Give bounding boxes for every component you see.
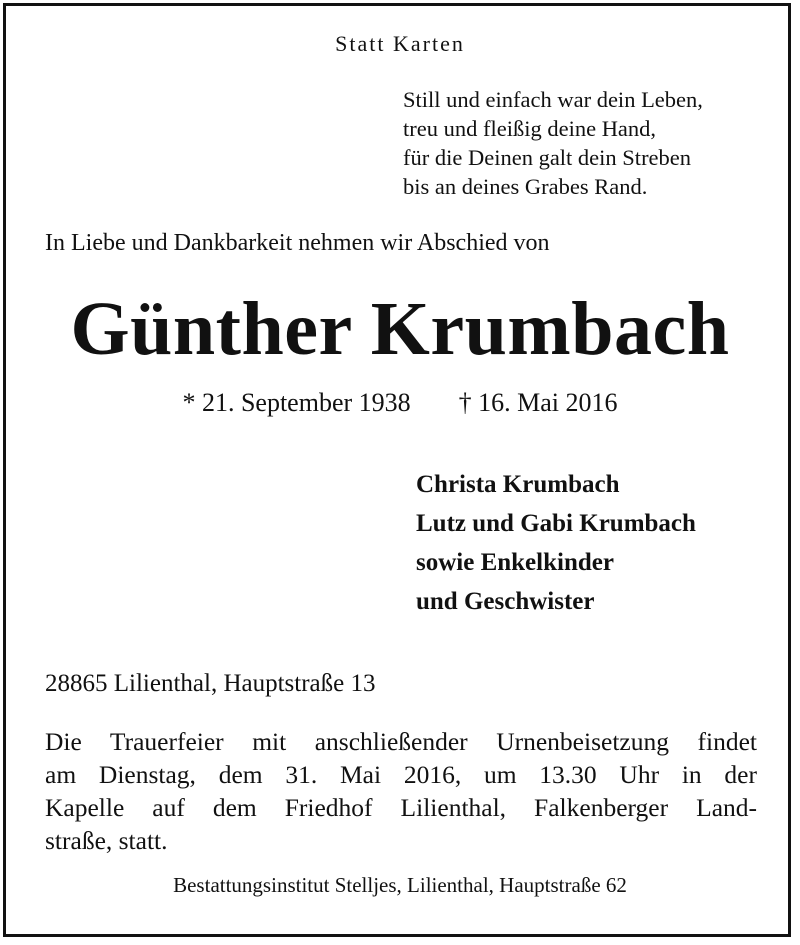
family-address: 28865 Lilienthal, Hauptstraße 13 <box>45 670 376 697</box>
mourners-list <box>416 465 696 621</box>
poem-line: treu und fleißig deine Hand, <box>403 116 657 141</box>
intro-text: In Liebe und Dankbarkeit nehmen wir Abschied von <box>45 230 550 256</box>
poem-line: für die Deinen galt dein Streben <box>403 145 692 170</box>
poem <box>403 85 703 201</box>
service-line: Die Trauerfeier mit anschließender Urnenbeisetzung findet <box>45 727 757 756</box>
service-line: straße, statt. <box>45 826 168 855</box>
birth-date: * 21. September 1938 <box>182 388 411 417</box>
funeral-home: Bestattungsinstitut Stelljes, Lilienthal, Hauptstraße 62 <box>173 873 627 897</box>
header-statt-karten: Statt Karten <box>335 31 465 56</box>
deceased-name: Günther Krumbach <box>70 287 730 371</box>
poem-line: bis an deines Grabes Rand. <box>403 174 648 199</box>
mourner: sowie Enkelkinder <box>416 549 614 576</box>
mourner: Lutz und Gabi Krumbach <box>416 510 696 537</box>
death-date: † 16. Mai 2016 <box>458 388 618 417</box>
mourner: Christa Krumbach <box>416 471 620 498</box>
service-line: am Dienstag, dem 31. Mai 2016, um 13.30 Uhr in der <box>45 760 757 789</box>
service-line: Kapelle auf dem Friedhof Lilienthal, Falkenberger Land- <box>45 793 757 822</box>
service-announcement <box>45 725 757 857</box>
mourner: und Geschwister <box>416 588 595 615</box>
life-dates <box>0 388 800 418</box>
poem-line: Still und einfach war dein Leben, <box>403 87 703 112</box>
